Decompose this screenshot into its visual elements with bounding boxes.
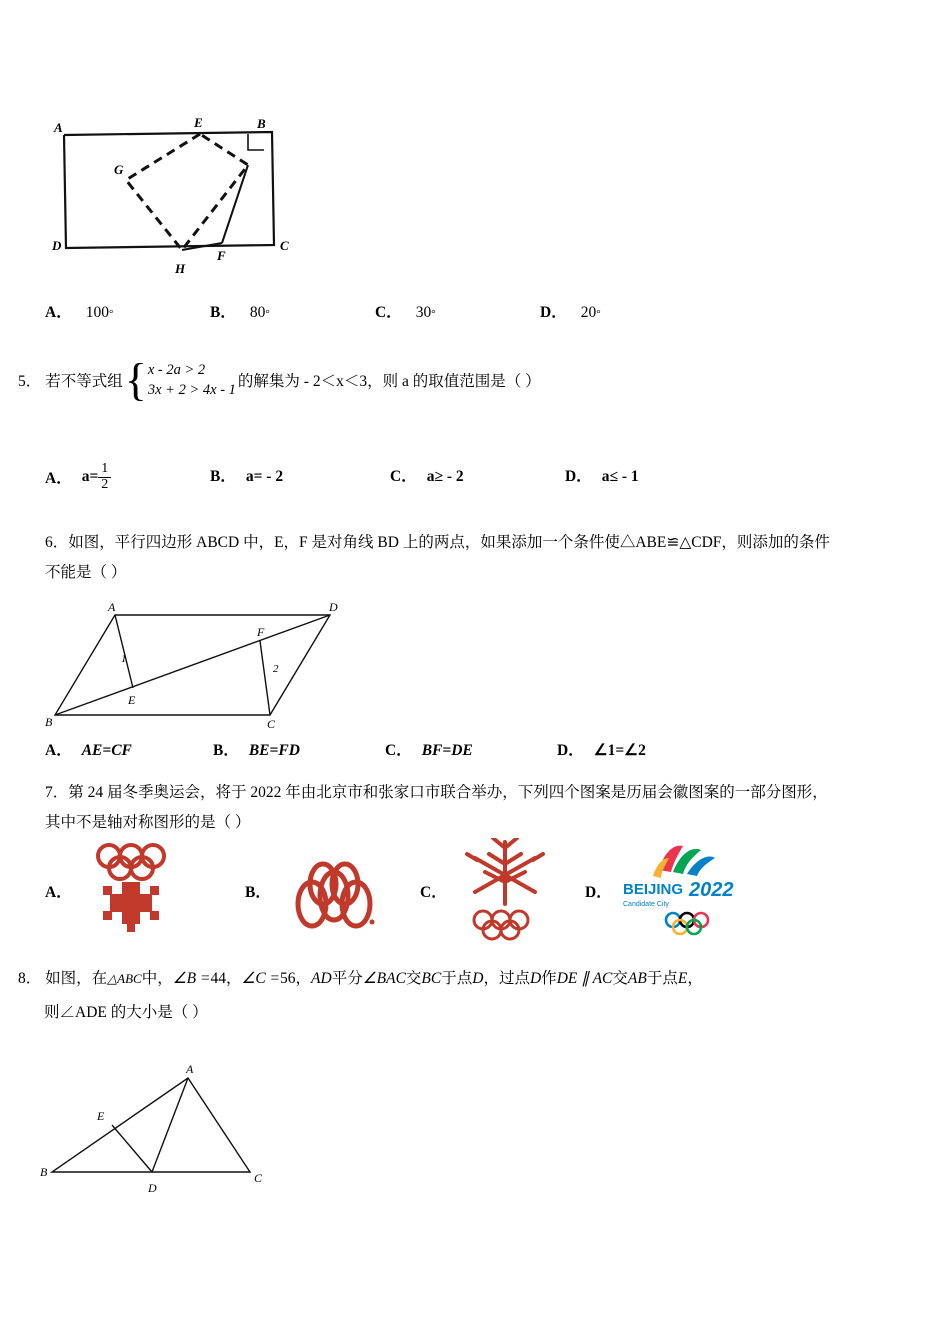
svg-text:E: E xyxy=(128,693,136,707)
q6-option-b-text: BE=FD xyxy=(248,742,300,759)
q7-option-c[interactable] xyxy=(420,880,447,902)
svg-text:D: D xyxy=(52,238,62,253)
q8-point-d2: D xyxy=(529,970,542,987)
q7-option-c-label: C． xyxy=(420,884,447,901)
q5-option-a[interactable] xyxy=(45,462,111,492)
svg-text:C: C xyxy=(267,717,276,730)
svg-text:B: B xyxy=(45,715,53,729)
q7-option-a-label: A． xyxy=(45,884,72,901)
q8-t8: ， xyxy=(295,970,312,987)
svg-text:A: A xyxy=(108,600,116,614)
q8-seg-ad: AD xyxy=(311,970,332,987)
q5-option-a-fraction xyxy=(98,462,111,492)
q8-t20: 交 xyxy=(612,970,628,987)
q7-option-b-label: B． xyxy=(245,884,271,901)
svg-text:H: H xyxy=(175,261,186,276)
svg-text:D: D xyxy=(329,600,338,614)
q5-text-before: 若不等式组 xyxy=(45,373,123,390)
q4-option-c-value: 30 xyxy=(415,304,432,321)
q8-t16: ，过点 xyxy=(483,970,530,987)
five-overlapping-rings-icon xyxy=(280,844,390,939)
q7-option-a[interactable] xyxy=(45,880,72,902)
q7-options xyxy=(45,838,925,948)
q4-option-b[interactable] xyxy=(210,300,270,322)
q4-option-c-unit: ° xyxy=(431,308,436,320)
q6-option-c[interactable] xyxy=(385,738,473,760)
svg-text:F: F xyxy=(257,625,265,639)
q5-option-c-text: a≥ - 2 xyxy=(426,468,464,485)
question-6 xyxy=(45,528,925,588)
q6-line1: 如图，平行四边形 ABCD 中，E，F 是对角线 BD 上的两点，如果添加一个条件使△ABE≌△CDF，则添加的条件 xyxy=(68,534,830,551)
q7-number: 7． xyxy=(45,784,69,801)
figure-triangle-abc xyxy=(40,1060,290,1200)
q8-t5: ， xyxy=(225,970,242,987)
svg-text:Candidate City: Candidate City xyxy=(623,901,669,908)
fraction-denominator: 2 xyxy=(101,476,109,492)
question-7 xyxy=(45,778,925,838)
q5-option-b-label: B． xyxy=(210,468,236,485)
q8-line2: 则∠ADE 的大小是（ ） xyxy=(44,1004,208,1021)
svg-text:E: E xyxy=(97,1109,105,1123)
svg-text:B: B xyxy=(40,1165,48,1179)
figure-rectangle-fold xyxy=(52,110,312,290)
q6-option-a-label: A． xyxy=(45,742,72,759)
svg-text:BEIJING: BEIJING xyxy=(623,881,684,898)
q8-point-d: D xyxy=(472,970,484,987)
svg-text:C: C xyxy=(280,238,289,253)
q5-system-line1: x - 2a > 2 xyxy=(147,362,206,378)
q4-option-d-unit: ° xyxy=(596,308,601,320)
q5-number: 5． xyxy=(18,373,42,390)
q6-number: 6． xyxy=(45,534,69,551)
q4-option-c-label: C． xyxy=(375,304,402,321)
svg-text:2: 2 xyxy=(273,663,279,675)
q8-angle-c: ∠C = xyxy=(241,970,281,987)
q6-option-a[interactable] xyxy=(45,738,132,760)
q8-val-44: 44 xyxy=(210,970,226,987)
q8-angle-bac: ∠BAC xyxy=(362,970,406,987)
q8-number: 8． xyxy=(18,970,42,987)
q6-option-d[interactable] xyxy=(557,738,646,760)
svg-text:E: E xyxy=(194,115,203,130)
q5-system: { x - 2a > 2 3x + 2 > 4x - 1 xyxy=(124,354,236,406)
q5-option-c-label: C． xyxy=(390,468,417,485)
q7-option-d[interactable] xyxy=(585,880,612,902)
q8-t18: 作 xyxy=(541,970,557,987)
q5-system-line2: 3x + 2 > 4x - 1 xyxy=(147,382,236,398)
q4-option-a[interactable] xyxy=(45,300,113,322)
q7-line2: 其中不是轴对称图形的是（ ） xyxy=(45,814,251,831)
q5-option-a-label: A． xyxy=(45,470,72,488)
svg-text:2022: 2022 xyxy=(689,879,734,901)
q6-option-d-label: D． xyxy=(557,742,584,759)
q7-option-b[interactable] xyxy=(245,880,271,902)
q7-line1: 第 24 届冬季奥运会，将于 2022 年由北京市和张家口市联合举办，下列四个图案是历届会徽图案的一部分图形， xyxy=(68,784,828,801)
q8-seg-bc: BC xyxy=(421,970,442,987)
snowflake-with-rings-icon xyxy=(453,838,558,948)
svg-text:B: B xyxy=(257,116,266,131)
q8-de-parallel-ac: DE ∥ AC xyxy=(556,970,613,987)
q8-point-e: E xyxy=(677,970,688,987)
svg-text:A: A xyxy=(54,120,63,135)
q4-option-d-value: 20 xyxy=(580,304,597,321)
q6-option-d-text: ∠1=∠2 xyxy=(593,742,646,759)
q6-option-c-label: C． xyxy=(385,742,412,759)
q6-line2: 不能是（ ） xyxy=(45,564,127,581)
q8-triangle-abc: △ABC xyxy=(107,971,142,986)
q8-angle-b: ∠B = xyxy=(172,970,211,987)
q8-t2: 中， xyxy=(141,970,173,987)
q4-option-a-label: A． xyxy=(45,304,72,321)
svg-text:G: G xyxy=(114,162,124,177)
q8-t22: 于点 xyxy=(646,970,678,987)
q8-seg-ab: AB xyxy=(627,970,647,987)
q8-val-56: 56 xyxy=(280,970,296,987)
figure-parallelogram-abcd xyxy=(45,600,345,730)
q5-text-after: 的解集为 - 2＜x＜3，则 a 的取值范围是（ ） xyxy=(237,373,541,390)
q5-option-d-text: a≤ - 1 xyxy=(601,468,639,485)
q4-option-b-unit: ° xyxy=(265,308,270,320)
svg-text:C: C xyxy=(254,1171,263,1185)
q6-option-c-text: BF=DE xyxy=(421,742,473,759)
q6-option-a-text: AE=CF xyxy=(81,742,132,759)
fraction-numerator: 1 xyxy=(98,462,111,478)
q8-t14: 于点 xyxy=(441,970,473,987)
q8-t0: 如图，在 xyxy=(45,970,108,987)
q4-option-a-unit: ° xyxy=(108,308,114,320)
svg-text:A: A xyxy=(186,1062,194,1076)
q8-t10: 平分 xyxy=(331,970,363,987)
q8-t12: 交 xyxy=(405,970,422,987)
q5-option-b-text: a= - 2 xyxy=(245,468,284,485)
q4-option-b-label: B． xyxy=(210,304,236,321)
q5-option-b[interactable] xyxy=(210,464,283,486)
olympic-rings-with-chinese-knot-icon xyxy=(79,838,189,943)
q4-option-d[interactable] xyxy=(540,300,601,322)
q6-option-b-label: B． xyxy=(213,742,239,759)
q7-option-d-label: D． xyxy=(585,884,612,901)
q6-option-b[interactable] xyxy=(213,738,300,760)
q5-option-c[interactable] xyxy=(390,464,464,486)
q4-option-d-label: D． xyxy=(540,304,567,321)
q8-t24: ， xyxy=(687,970,703,987)
q4-option-c[interactable] xyxy=(375,300,436,322)
beijing-2022-candidate-city-logo-icon xyxy=(617,842,737,947)
q5-option-d[interactable] xyxy=(565,464,639,486)
svg-text:D: D xyxy=(148,1181,157,1195)
q5-option-d-label: D． xyxy=(565,468,592,485)
q4-option-a-value: 100 xyxy=(85,304,109,321)
q4-option-b-value: 80 xyxy=(249,304,266,321)
question-5 xyxy=(18,354,928,406)
svg-text:1: 1 xyxy=(121,653,127,665)
question-8 xyxy=(18,962,933,1030)
q5-option-a-text: a= xyxy=(81,468,99,486)
svg-text:F: F xyxy=(217,248,226,263)
